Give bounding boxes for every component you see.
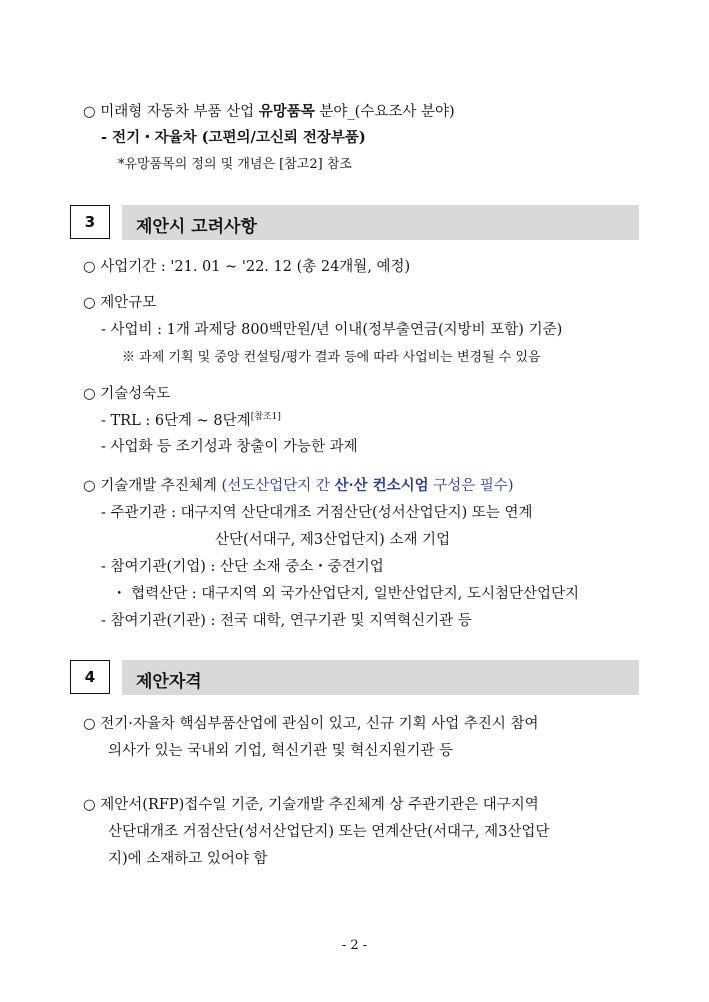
- cooperating-complex: ・ 협력산단 : 대구지역 외 국가산업단지, 일반산업단지, 도시첨단산업단지: [112, 586, 580, 602]
- proposal-scale-heading: ○ 제안규모: [83, 295, 157, 311]
- qualification-2-line-2: 산단대개조 거점산단(성서산업단지) 또는 연계산단(서대구, 제3산업단: [108, 824, 550, 840]
- qualification-1-line-1: ○ 전기·자율차 핵심부품산업에 관심이 있고, 신규 기획 사업 추진시 참여: [83, 716, 539, 732]
- dev-system-note-bold: 산·산 컨소시엄: [334, 477, 429, 494]
- section-4-number: 4: [70, 660, 110, 694]
- promising-field-text-a: 미래형 자동차 부품 산업: [100, 104, 259, 120]
- tech-maturity-heading: ○ 기술성숙도: [83, 386, 171, 402]
- participating-institution: - 참여기관(기관) : 전국 대학, 연구기관 및 지역혁신기관 등: [101, 613, 472, 629]
- section-4-title: 제안자격: [136, 672, 202, 692]
- promising-field-text-bold: 유망품목: [258, 103, 315, 120]
- trl-line: [101, 411, 281, 431]
- promising-field-text-c: 분야_(수요조사 분야): [314, 104, 455, 120]
- bullet-circle: ○: [83, 104, 96, 120]
- trl-text: - TRL : 6단계 ~ 8단계: [101, 413, 251, 429]
- promising-field-line: [83, 102, 455, 122]
- lead-organization: - 주관기관 : 대구지역 산단대개조 거점산단(성서산업단지) 또는 연계: [101, 505, 533, 521]
- section-4-title-bar: [122, 660, 639, 695]
- lead-organization-cont: 산단(서대구, 제3산업단지) 소재 기업: [215, 532, 451, 548]
- commercialization-line: - 사업화 등 조기성과 창출이 가능한 과제: [101, 439, 358, 455]
- dev-system-text: ○ 기술개발 추진체계: [83, 478, 222, 494]
- section-3-title-bar: [122, 205, 639, 240]
- qualification-1-line-2: 의사가 있는 국내외 기업, 혁신기관 및 혁신지원기관 등: [108, 743, 454, 759]
- promising-items-note: *유망품목의 정의 및 개념은 [참고2] 참조: [118, 157, 352, 172]
- ev-autonomous-line: - 전기・자율차 (고편의/고신뢰 전장부품): [101, 129, 366, 146]
- dev-system-heading: [83, 476, 514, 496]
- project-period: ○ 사업기간 : '21. 01 ~ '22. 12 (총 24개월, 예정): [83, 259, 411, 275]
- section-3-title: 제안시 고려사항: [136, 217, 257, 237]
- dev-system-note-c: 구성은 필수): [428, 478, 514, 494]
- budget-note: ※ 과제 기획 및 중앙 컨설팅/평가 결과 등에 따라 사업비는 변경될 수 있음: [122, 350, 541, 365]
- page-number: - 2 -: [341, 938, 368, 953]
- participating-company: - 참여기관(기업) : 산단 소재 중소・중견기업: [101, 559, 384, 575]
- dev-system-note-a: (선도산업단지 간: [221, 478, 335, 494]
- project-budget: - 사업비 : 1개 과제당 800백만원/년 이내(정부출연금(지방비 포함) 기준): [101, 322, 563, 338]
- qualification-2-line-3: 지)에 소재하고 있어야 함: [108, 851, 268, 867]
- qualification-2-line-1: ○ 제안서(RFP)접수일 기준, 기술개발 추진체계 상 주관기관은 대구지역: [83, 797, 539, 813]
- section-3-number: 3: [70, 205, 110, 239]
- trl-reference: [참조1]: [250, 412, 281, 422]
